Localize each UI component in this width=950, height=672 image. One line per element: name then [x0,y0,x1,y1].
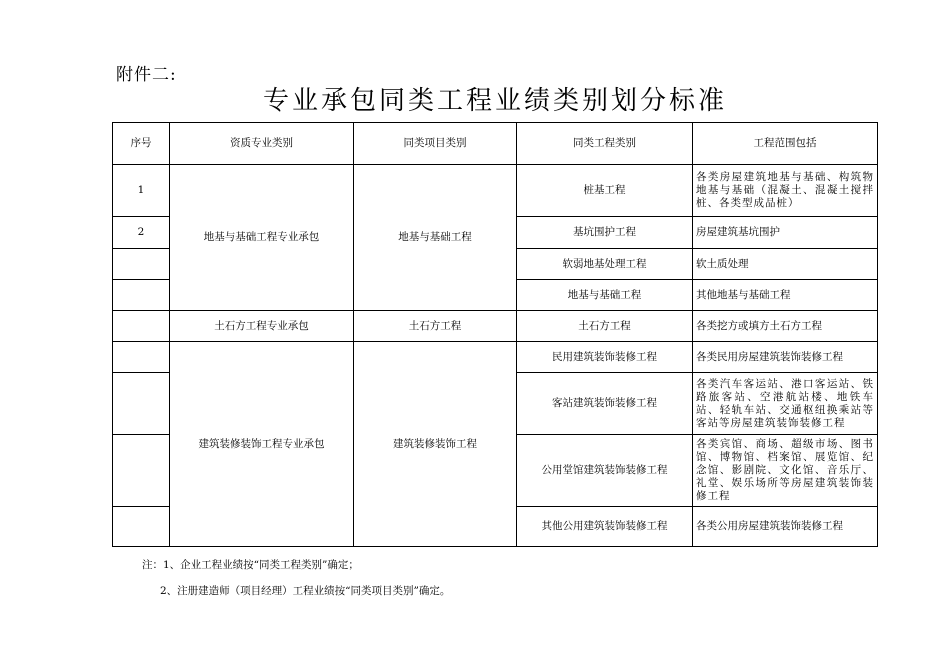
page-title: 专业承包同类工程业绩类别划分标准 [262,86,727,116]
row-no [113,342,170,373]
qualification-cell: 土石方工程专业承包 [170,311,354,342]
row-no [113,373,170,435]
attachment-label: 附件二: [116,65,177,85]
row-no [113,249,170,280]
work-category-cell: 桩基工程 [517,165,693,217]
work-category-cell: 民用建筑装饰装修工程 [517,342,693,373]
project-category-cell: 建筑装修装饰工程 [354,342,517,547]
header-no: 序号 [113,123,170,165]
header-work-category: 同类工程类别 [517,123,693,165]
row-no [113,280,170,311]
header-project-category: 同类项目类别 [354,123,517,165]
scope-cell: 各类民用房屋建筑装饰装修工程 [693,342,878,373]
row-no: 1 [113,165,170,217]
scope-cell: 房屋建筑基坑围护 [693,217,878,249]
scope-cell: 各类宾馆、商场、超级市场、图书馆、博物馆、档案馆、展览馆、纪念馆、影剧院、文化馆、音乐厅、礼堂、娱乐场所等房屋建筑装饰装修工程 [693,435,878,507]
scope-cell: 软土质处理 [693,249,878,280]
row-no: 2 [113,217,170,249]
scope-cell: 各类房屋建筑地基与基础、构筑物地基与基础（混凝土、混凝土搅拌桩、各类型成品桩） [693,165,878,217]
scope-cell: 各类挖方或填方土石方工程 [693,311,878,342]
note-2: 2、注册建造师（项目经理）工程业绩按“同类项目类别”确定。 [160,585,451,597]
table-row [113,342,878,373]
scope-cell: 其他地基与基础工程 [693,280,878,311]
notes [142,552,450,604]
table-row [113,165,878,217]
work-category-cell: 其他公用建筑装饰装修工程 [517,507,693,547]
work-category-cell: 基坑围护工程 [517,217,693,249]
scope-cell: 各类公用房屋建筑装饰装修工程 [693,507,878,547]
project-category-cell: 地基与基础工程 [354,165,517,311]
table-header-row [113,123,878,165]
header-scope: 工程范围包括 [693,123,878,165]
row-no [113,435,170,507]
project-category-cell: 土石方工程 [354,311,517,342]
work-category-cell: 公用堂馆建筑装饰装修工程 [517,435,693,507]
row-no [113,311,170,342]
note-1: 注：1、企业工程业绩按“同类工程类别”确定； [142,559,359,571]
work-category-cell: 土石方工程 [517,311,693,342]
work-category-cell: 软弱地基处理工程 [517,249,693,280]
table-row [113,311,878,342]
work-category-cell: 客站建筑装饰装修工程 [517,373,693,435]
classification-table [112,122,878,547]
work-category-cell: 地基与基础工程 [517,280,693,311]
qualification-cell: 地基与基础工程专业承包 [170,165,354,311]
header-qualification: 资质专业类别 [170,123,354,165]
row-no [113,507,170,547]
scope-cell: 各类汽车客运站、港口客运站、铁路旅客站、空港航站楼、地铁车站、轻轨车站、交通枢纽换乘站等客站等房屋建筑装饰装修工程 [693,373,878,435]
qualification-cell: 建筑装修装饰工程专业承包 [170,342,354,547]
